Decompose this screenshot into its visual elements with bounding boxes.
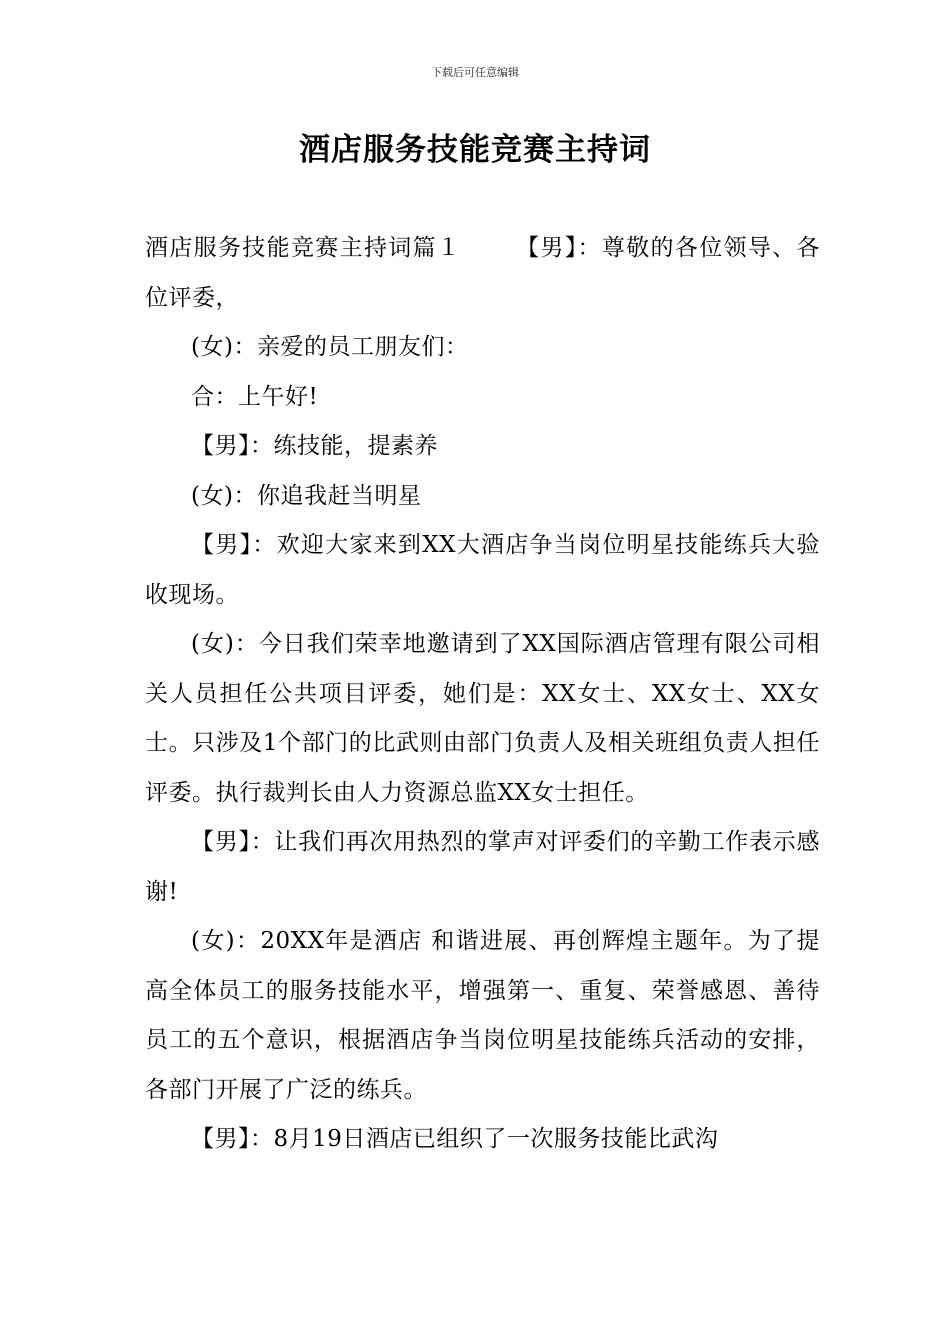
document-body	[145, 224, 820, 1165]
intro-label: 酒店服务技能竞赛主持词篇１	[145, 235, 462, 261]
paragraph-intro	[145, 224, 820, 323]
paragraph-1-text: 【男】：尊敬的各位领导、各位评委，	[145, 235, 821, 311]
paragraph: (女)：亲爱的员工朋友们：	[191, 334, 469, 360]
paragraph: (女)：20XX年是酒店 和谐进展、再创辉煌主题年。为了提高全体员工的服务技能水平，增强第一、重复、荣誉感恩、善待员工的五个意识，根据酒店争当岗位明星技能练兵活动的安排，各部门开展了广泛的练兵。	[145, 928, 820, 1103]
paragraph: 【男】：让我们再次用热烈的掌声对评委们的辛勤工作表示感谢!	[145, 829, 820, 905]
paragraph: 【男】：8月19日酒店已组织了一次服务技能比武沟	[191, 1126, 719, 1152]
paragraph: 【男】：欢迎大家来到XX大酒店争当岗位明星技能练兵大验收现场。	[145, 532, 820, 608]
paragraph: 【男】：练技能，提素养	[191, 433, 438, 459]
header-note: 下载后可任意编辑	[431, 66, 519, 79]
paragraph: (女)：今日我们荣幸地邀请到了XX国际酒店管理有限公司相关人员担任公共项目评委，她们是：XX女士、XX女士、XX女士。只涉及1个部门的比武则由部门负责人及相关班组负责人担任评委。执行裁判长由人力资源总监XX女士担任。	[145, 631, 820, 806]
document-title: 酒店服务技能竞赛主持词	[299, 132, 651, 168]
paragraph: (女)：你追我赶当明星	[191, 482, 422, 509]
paragraph: 合：上午好!	[191, 383, 319, 410]
